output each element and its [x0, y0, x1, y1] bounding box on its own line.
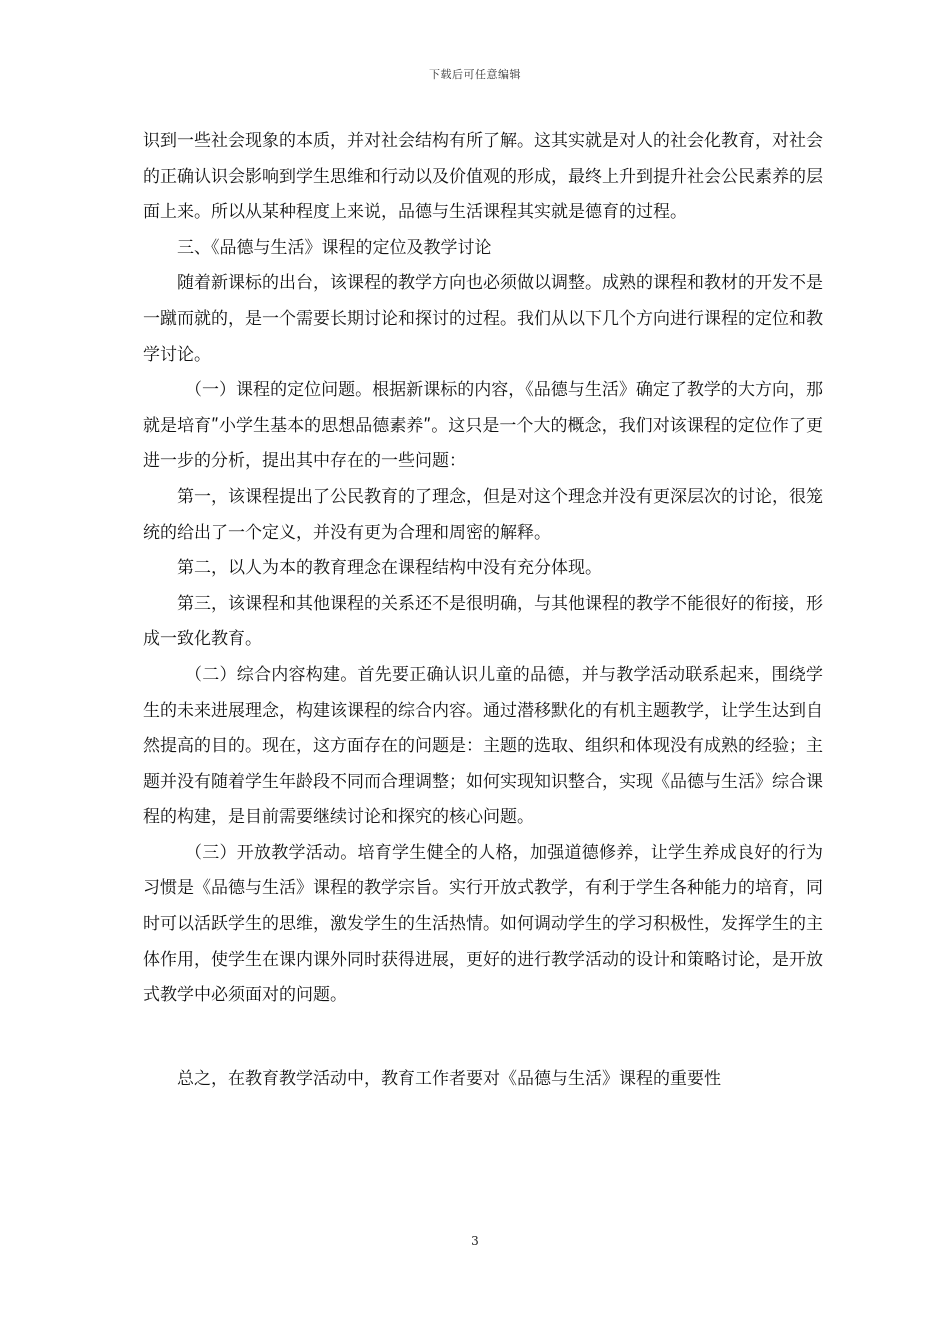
paragraph-subsection-2: （二）综合内容构建。首先要正确认识儿童的品德，并与教学活动联系起来，围绕学生的未来进展理念，构建该课程的综合内容。通过潜移默化的有机主题教学，让学生达到自然提高的目的。现在，这方面存在的问题是：主题的选取、组织和体现没有成熟的经验；主题并没有随着学生年龄段不同而合理调整；如何实现知识整合，实现《品德与生活》综合课程的构建，是目前需要继续讨论和探究的核心问题。	[143, 664, 823, 828]
paragraph-conclusion: 总之，在教育教学活动中，教育工作者要对《品德与生活》课程的重要性	[177, 1068, 721, 1089]
page-number: 3	[471, 1234, 479, 1248]
paragraph-subsection-3: （三）开放教学活动。培育学生健全的人格，加强道德修养，让学生养成良好的行为习惯是《品德与生活》课程的教学宗旨。实行开放式教学，有利于学生各种能力的培育，同时可以活跃学生的思维，激发学生的生活热情。如何调动学生的学习积极性，发挥学生的主体作用，使学生在课内课外同时获得进展，更好的进行教学活动的设计和策略讨论，是开放式教学中必须面对的问题。	[143, 842, 823, 1006]
paragraph-gap	[143, 1014, 823, 1062]
paragraph-subsection-1: （一）课程的定位问题。根据新课标的内容，《品德与生活》确定了教学的大方向，那就是培育ʺ小学生基本的思想品德素养ʺ。这只是一个大的概念，我们对该课程的定位作了更进一步的分析，提出其中存在的一些问题：	[143, 380, 823, 472]
paragraph-point-2: 第二，以人为本的教育理念在课程结构中没有充分体现。	[177, 558, 602, 579]
document-body	[143, 124, 823, 1097]
page-header: 下载后可任意编辑	[429, 68, 521, 81]
section-heading: 三、《品德与生活》课程的定位及教学讨论	[177, 237, 492, 258]
paragraph-point-1: 第一，该课程提出了公民教育的了理念，但是对这个理念并没有更深层次的讨论，很笼统的给出了一个定义，并没有更为合理和周密的解释。	[143, 486, 823, 543]
paragraph: 随着新课标的出台，该课程的教学方向也必须做以调整。成熟的课程和教材的开发不是一蹴而就的，是一个需要长期讨论和探讨的过程。我们从以下几个方向进行课程的定位和教学讨论。	[143, 273, 823, 365]
paragraph-continuation: 识到一些社会现象的本质，并对社会结构有所了解。这其实就是对人的社会化教育，对社会的正确认识会影响到学生思维和行动以及价值观的形成，最终上升到提升社会公民素养的层面上来。所以从某种程度上来说，品德与生活课程其实就是德育的过程。	[143, 131, 823, 223]
paragraph-point-3: 第三，该课程和其他课程的关系还不是很明确，与其他课程的教学不能很好的衔接，形成一致化教育。	[143, 593, 823, 650]
